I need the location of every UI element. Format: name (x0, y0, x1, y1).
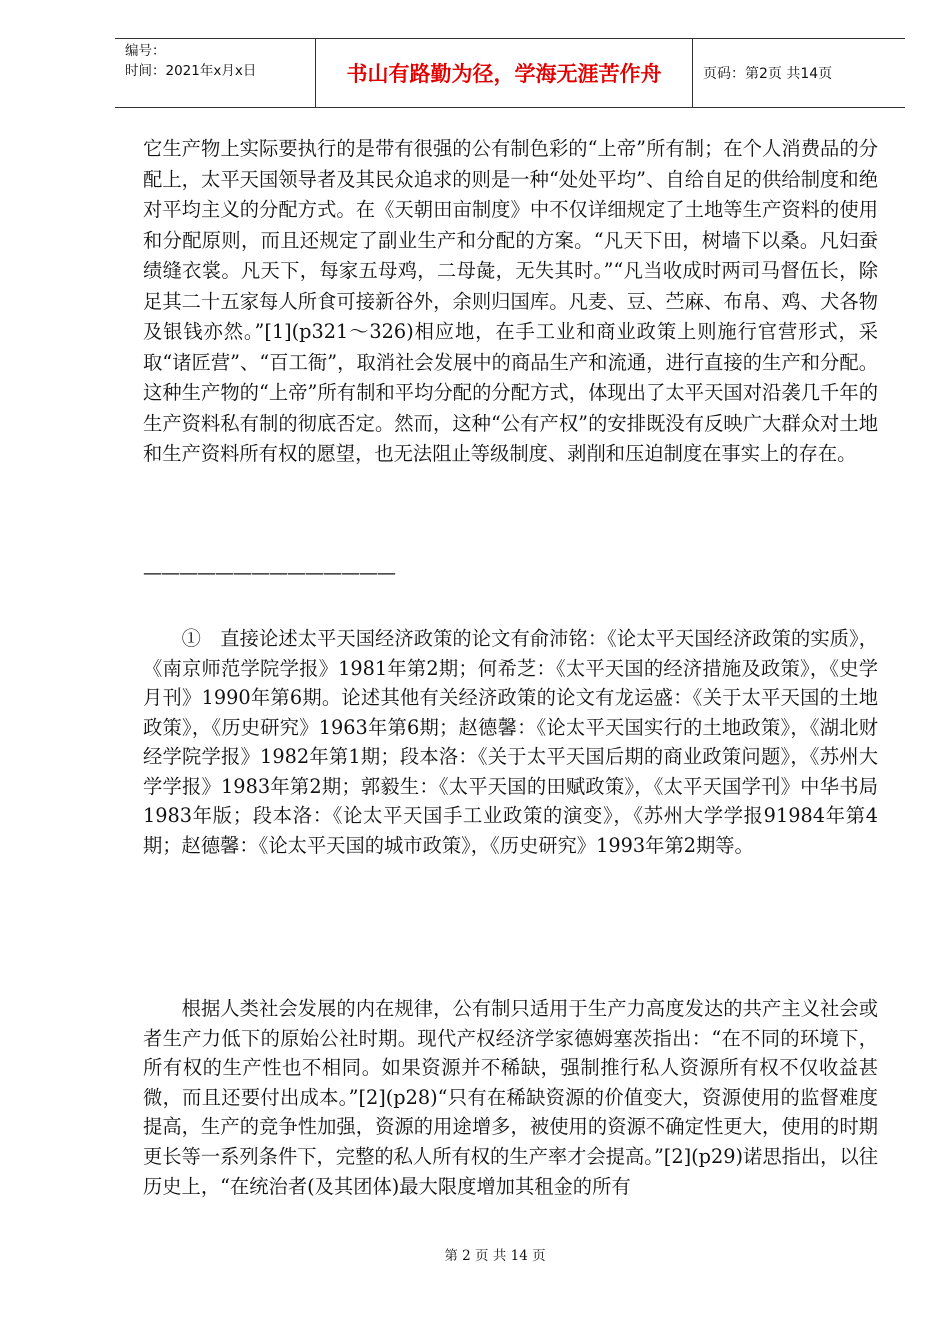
time-label: 时间：2021年x月x日 (125, 63, 257, 79)
paragraph-1: 它生产物上实际要执行的是带有很强的公有制色彩的“上帝”所有制；在个人消费品的分配上，太平天国领导者及其民众追求的则是一种“处处平均”、自给自足的供给制度和绝对平均主义的分配方式。在《天朝田亩制度》中不仅详细规定了土地等生产资料的使用和分配原则，而且还规定了副业生产和分配的方案。“凡天下田，树墙下以桑。凡妇蚕绩缝衣裳。凡天下，每家五母鸡，二母彘，无失其时。”“凡当收成时两司马督伍长，除足其二十五家每人所食可接新谷外，余则归国库。凡麦、豆、苎麻、布帛、鸡、犬各物及银钱亦然。”[1](p321～326)相应地，在手工业和商业政策上则施行官营形式，采取“诸匠营”、“百工衙”，取消社会发展中的商品生产和流通，进行直接的生产和分配。这种生产物的“上帝”所有制和平均分配的分配方式，体现出了太平天国对沿袭几千年的生产资料私有制的彻底否定。然而，这种“公有产权”的安排既没有反映广大群众对土地和生产资料所有权的愿望，也无法阻止等级制度、剥削和压迫制度在事实上的存在。 (143, 137, 878, 465)
footnote-separator: —————————————— (143, 562, 395, 584)
page-header (115, 38, 905, 108)
page-footer: 第 2 页 共 14 页 (444, 1248, 546, 1264)
number-label: 编号： (125, 43, 166, 59)
header-meta (115, 39, 315, 107)
header-motto: 书山有路勤为径，学海无涯苦作舟 (315, 39, 693, 107)
header-page-label: 页码：第2页 共14页 (703, 66, 833, 82)
paragraph-2: 根据人类社会发展的内在规律，公有制只适用于生产力高度发达的共产主义社会或者生产力低下的原始公社时期。现代产权经济学家德姆塞茨指出：“在不同的环境下，所有权的生产性也不相同。如果资源并不稀缺，强制推行私人资源所有权不仅收益甚微，而且还要付出成本。”[2](p28)“只有在稀缺资源的价值变大，资源使用的监督难度提高，生产的竞争性加强，资源的用途增多，被使用的资源不确定性更大，使用的时期更长等一系列条件下，完整的私人所有权的生产率才会提高。”[2](p29)诺思指出，以往历史上，“在统治者(及其团体)最大限度增加其租金的所有 (143, 997, 879, 1198)
footnote-1: ① 直接论述太平天国经济政策的论文有俞沛铭：《论太平天国经济政策的实质》，《南京师范学院学报》1981年第2期；何希芝：《太平天国的经济措施及政策》，《史学月刊》1990年第6期。论述其他有关经济政策的论文有龙运盛：《关于太平天国的土地政策》，《历史研究》1963年第6期；赵德馨：《论太平天国实行的土地政策》，《湖北财经学院学报》1982年第1期；段本洛：《关于太平天国后期的商业政策问题》，《苏州大学学报》1983年第2期；郭毅生：《太平天国的田赋政策》，《太平天国学刊》中华书局1983年版；段本洛：《论太平天国手工业政策的演变》，《苏州大学学报91984年第4期；赵德馨：《论太平天国的城市政策》，《历史研究》1993年第2期等。 (143, 627, 878, 857)
